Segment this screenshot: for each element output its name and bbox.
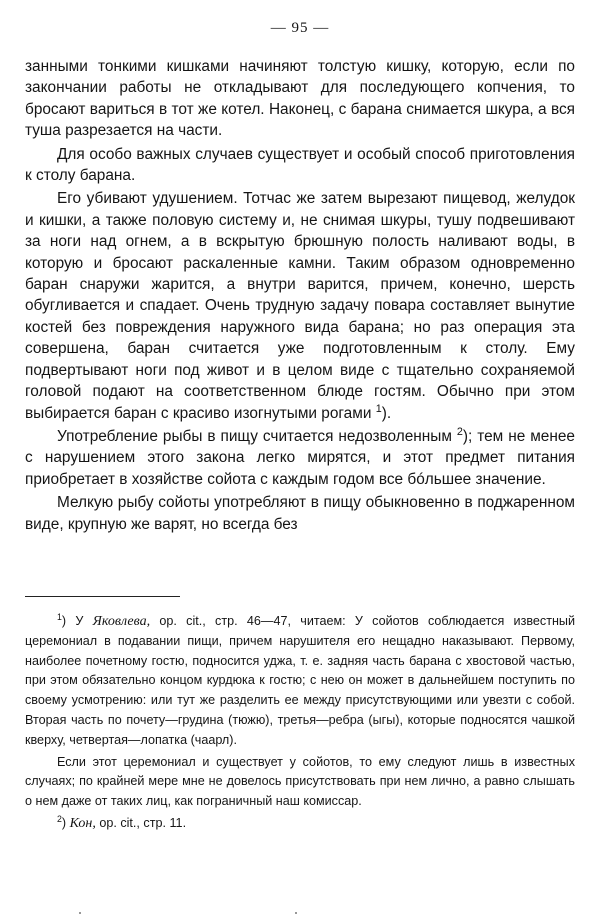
paragraph-5: Мелкую рыбу сойоты употребляют в пищу обыкновенно в поджаренном виде, крупную же варят, но всегда без [25, 494, 575, 533]
print-speck [295, 912, 297, 914]
footnote-ref-1[interactable]: 1 [375, 402, 382, 415]
footnote-2-author: Кон, [69, 815, 96, 831]
footnote-1-marker: 1 [57, 611, 62, 622]
footnote-2 [25, 814, 575, 834]
paragraph-1: занными тонкими кишками начиняют толстую кишку, которую, если по закончании работы не откладывают для последующего копчения, то бросают вариться в тот же котел. Наконец, с барана снимается шкура, а вся туша разрезается на части. [25, 58, 575, 140]
paragraph-2: Для особо важных случаев существует и особый способ приготовления к столу барана. [25, 145, 575, 185]
footnote-1-continuation: Если этот церемониал и существует у сойотов, то ему следуют лишь в известных случаях; по крайней мере мне не довелось присутствовать при нем лично, а равно слышать о нем даже от таких лиц, как пограничный наш комиссар. [25, 754, 575, 809]
footnote-1 [25, 612, 575, 751]
paragraph-4-text: Употребление рыбы в пищу считается недозволенным [57, 427, 452, 445]
footnote-1-author: Яковлева, [92, 614, 151, 629]
main-text [25, 56, 575, 535]
footnote-separator [25, 596, 180, 597]
footnote-2-paren: ) [61, 815, 67, 830]
page-number: — 95 — [270, 20, 330, 36]
footnote-2-text: op. cit., стр. 11. [99, 815, 187, 830]
paragraph-3-text: Его убивают удушением. Тотчас же затем вырезают пищевод, желудок и кишки, а также половую систему и, не снимая шкуры, тушу подвешивают за ноги над огнем, а в вскрытую брюшную полость наливают воды, в которую и бросают раскаленные камни. Таким образом одновременно баран снаружи жарится, а внутри варится, причем, конечно, шерсть обугливается и спадает. Очень трудную задачу повара составляет вынутие костей без повреждения наружного вида барана; но раз операция эта совершена, баран считается уже подготовленным к столу. Ему подвертывают ноги под живот и в целом виде с тщательно сохраняемой головой подают на соответственном блюде гостям. Обычно при этом выбирается баран с красиво изогнутыми рогами [25, 190, 575, 422]
footnote-ref-2[interactable]: 2 [456, 425, 463, 438]
footnote-1-text: op. cit., стр. 46—47, читаем: У сойотов соблюдается известный церемониал в подавании пищи, причем нарушителя его нещадно наказывают. Первому, наиболее почетному гостю, подносится уджа, т. е. задняя часть барана с хвостовой частью, при этом обязательно концом курдюка к гостю; с нею он может в дальнейшем поступить по своему усмотрению: или тут же разделить ее между присутствующими или увезти с собой. Вторая часть по почету—грудина (тюжю), третья—ребра (ыгы), которые подносятся чашкой кверху, четвертая—лопатка (чаарл). [25, 614, 576, 747]
paragraph-4-tail: ); тем не менее с нарушением этого закона легко мирятся, и этот предмет питания приобретает в хозяйстве сойота с каждым годом все бóльшее значение. [25, 427, 575, 488]
paragraph-3 [25, 188, 575, 423]
paragraph-4 [25, 426, 575, 490]
footnote-1-paren: ) У [61, 614, 84, 628]
footnote-2-marker: 2 [57, 813, 62, 824]
footnotes [25, 612, 575, 834]
print-speck [79, 912, 81, 914]
paragraph-3-tail: ). [381, 404, 392, 422]
